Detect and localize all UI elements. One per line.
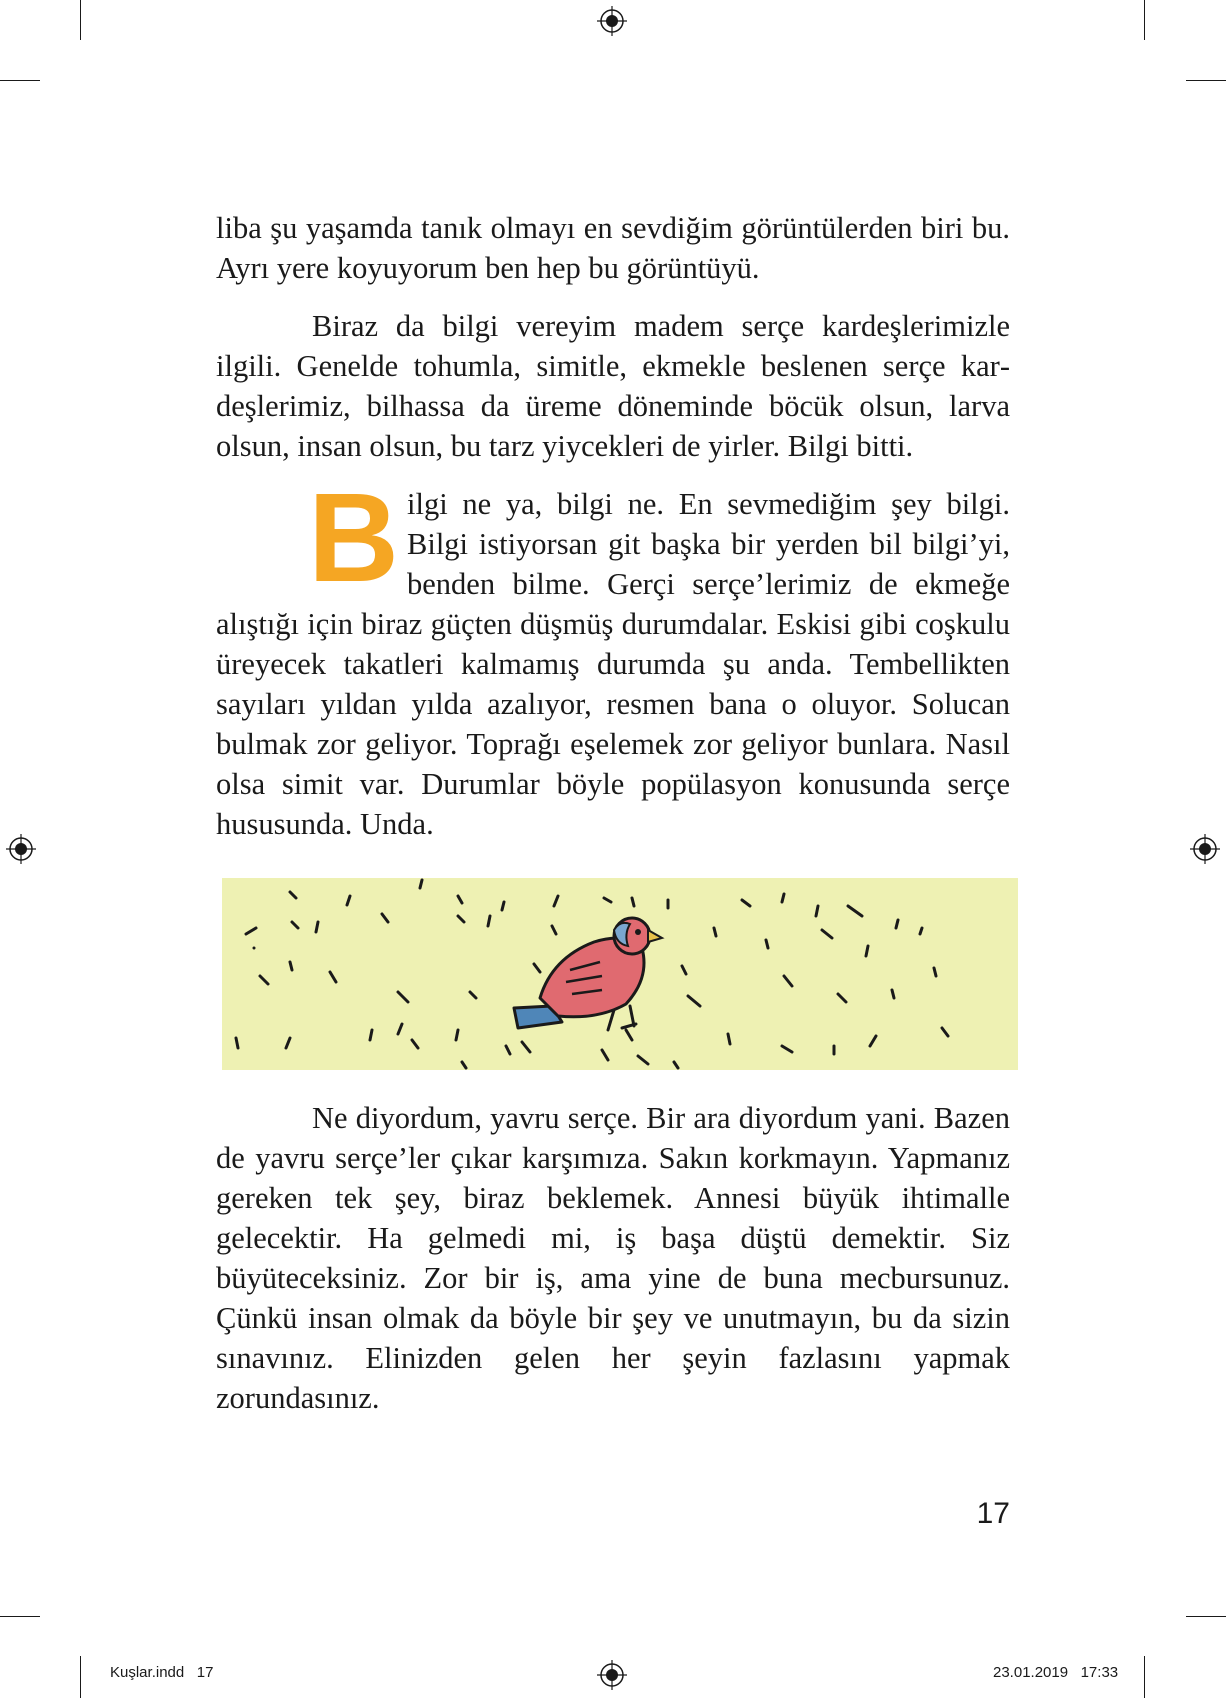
crop-mark — [0, 80, 40, 81]
slug-date: 23.01.2019 — [993, 1664, 1069, 1681]
crop-mark — [80, 1656, 81, 1698]
paragraph-dropcap-text: ilgi ne ya, bilgi ne. En sevmediğim şey bilgi. Bilgi istiyorsan git başka bir yerden bil bilgi’yi, benden bilme. Gerçi serçe’lerimiz de ekmeğe alıştığı için biraz güçten düşmüş durumdalar. Eskisi gibi coşkulu üreyecek takatleri kalmamış durumda şu anda. Tembellikten sayıları yıldan yılda azalıyor, resmen bana o oluyor. Solucan bulmak zor geliyor. Toprağı eşelemek zor geliyor bunlara. Nasıl olsa simit var. Durumlar böyle popülasyon konusunda serçe hususunda. Unda. — [216, 487, 1010, 841]
page-number: 17 — [976, 1497, 1010, 1530]
registration-mark-icon — [1190, 834, 1220, 864]
slug-filename: Kuşlar.indd — [110, 1664, 185, 1681]
paragraph-dropcap — [216, 467, 1010, 844]
sparrow-icon — [514, 918, 662, 1040]
paragraph: Ne diyordum, yavru serçe. Bir ara diyordum yani. Bazen de yavru serçe’ler çıkar karşımıza. Sakın korkmayın. Yapmanız gereken tek şey, biraz beklemek. Annesi büyük ihtimalle gelecektir. Ha gelmedi mi, iş başa düştü demektir. Siz büyüteceksiniz. Zor bir iş, ama yine de buna mecbursunuz. Çünkü insan olmak da böyle bir şey ve unutmayın, bu da sizin sınavınız. Elinizden gelen her şeyin fazlasını yapmak zorundasınız. — [216, 1101, 1010, 1415]
registration-mark-icon — [6, 834, 36, 864]
body-text-top — [216, 208, 1010, 844]
sparrow-illustration — [222, 878, 1018, 1070]
crop-mark — [1144, 1656, 1145, 1698]
paragraph: Biraz da bilgi vereyim madem serçe kardeşlerimizle ilgili. Genelde tohumla, simitle, ekmekle beslenen serçe kardeşlerimiz, bilhassa da üreme döneminde böcük olsun, larva olsun, insan olsun, bu tarz yiycekleri de yirler. Bilgi bitti. — [216, 309, 1010, 463]
paragraph-continued: liba şu yaşamda tanık olmayı en sevdiğim görüntülerden biri bu. Ayrı yere koyuyorum ben hep bu görüntüyü. — [216, 211, 1010, 285]
crop-mark — [1186, 1616, 1226, 1617]
slug-timestamp — [993, 1664, 1118, 1681]
crop-mark — [1186, 80, 1226, 81]
crop-mark — [80, 0, 81, 40]
slug-file — [110, 1664, 213, 1681]
crop-mark — [0, 1616, 40, 1617]
registration-mark-icon — [597, 6, 627, 36]
registration-mark-icon — [597, 1660, 627, 1690]
slug-time: 17:33 — [1080, 1664, 1119, 1681]
crop-mark — [1144, 0, 1145, 40]
seed-scatter — [222, 878, 1018, 1070]
body-text-bottom — [216, 1098, 1010, 1418]
slug-page: 17 — [196, 1664, 214, 1681]
drop-cap: B — [308, 467, 399, 608]
